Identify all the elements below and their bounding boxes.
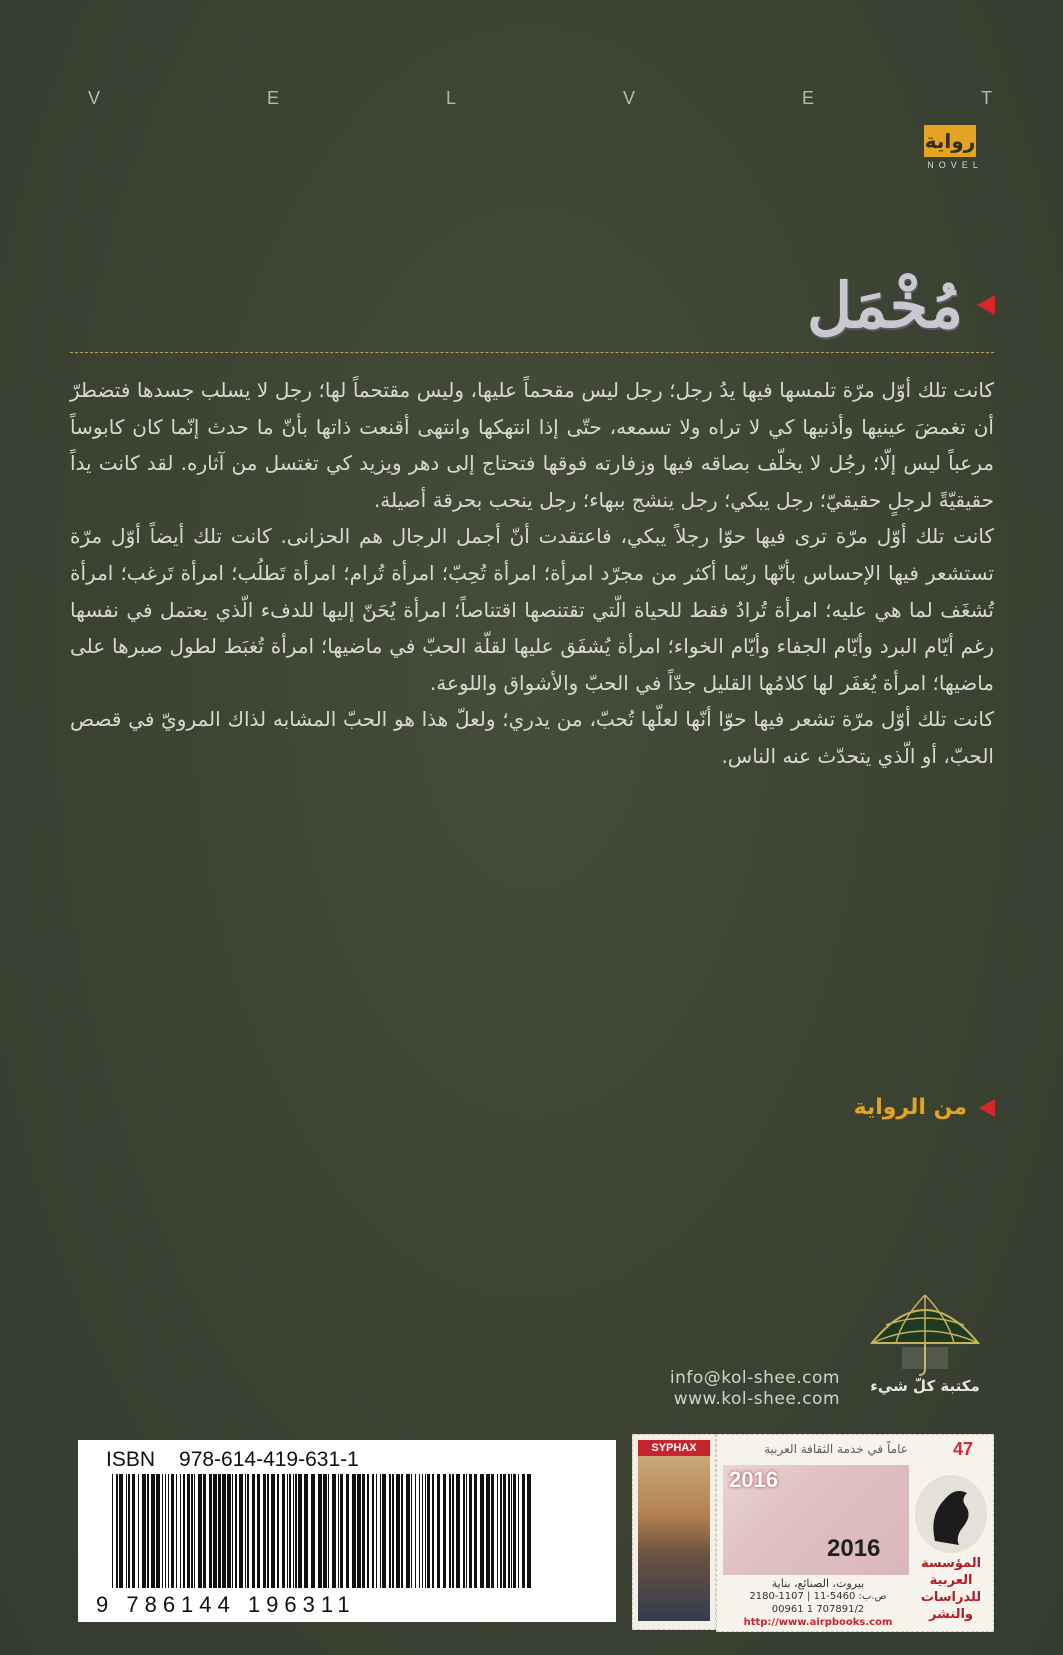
- barcode-bar: [245, 1474, 246, 1588]
- barcode-bar: [156, 1474, 160, 1588]
- series-letter: E: [267, 88, 282, 108]
- horse-emblem-icon: [915, 1475, 987, 1553]
- series-letter: V: [88, 88, 103, 108]
- barcode-bar: [198, 1474, 202, 1588]
- title-row: [807, 255, 995, 355]
- barcode-bar: [263, 1474, 266, 1588]
- barcode-bar: [203, 1474, 206, 1588]
- barcode-bar: [389, 1474, 391, 1588]
- barcode-bar: [209, 1474, 212, 1588]
- barcode-bar: [406, 1474, 410, 1588]
- barcode-bar: [427, 1474, 430, 1588]
- publisher-contact: [630, 1368, 840, 1410]
- barcode-bar: [218, 1474, 221, 1588]
- barcode-bar: [128, 1474, 130, 1588]
- stamps: [632, 1434, 992, 1630]
- barcode-bar: [247, 1474, 249, 1588]
- barcode-bar: [372, 1474, 374, 1588]
- barcode-bar: [469, 1474, 472, 1588]
- barcode-bar: [503, 1474, 506, 1588]
- from-novel-marker-icon: [979, 1099, 995, 1117]
- barcode-bar: [376, 1474, 377, 1588]
- barcode-bar: [346, 1474, 349, 1588]
- from-novel-label: من الرواية: [853, 1095, 967, 1120]
- publisher-logo: [862, 1285, 988, 1397]
- excerpt: [70, 372, 994, 775]
- barcode-bar: [449, 1474, 451, 1588]
- barcode-bar: [116, 1474, 118, 1588]
- series-name: [88, 88, 994, 109]
- barcode-bar: [151, 1474, 155, 1588]
- barcode-bar: [380, 1474, 381, 1588]
- barcode-icon: [106, 1474, 606, 1592]
- barcode-bar: [311, 1474, 315, 1588]
- globe-umbrella-icon: [862, 1285, 988, 1377]
- barcode-bar: [362, 1474, 365, 1588]
- barcode-bar: [119, 1474, 123, 1588]
- barcode-bar: [411, 1474, 412, 1588]
- title-divider: [70, 352, 994, 353]
- barcode-bar: [252, 1474, 255, 1588]
- barcode-bar: [222, 1474, 226, 1588]
- barcode-bar: [187, 1474, 190, 1588]
- barcode-bar: [168, 1474, 169, 1588]
- barcode-bar: [257, 1474, 260, 1588]
- isbn-line: [106, 1448, 606, 1472]
- barcode-bar: [277, 1474, 279, 1588]
- barcode-bar: [340, 1474, 343, 1588]
- barcode-bar: [466, 1474, 467, 1588]
- barcode-bar: [382, 1474, 386, 1588]
- barcode-bar: [352, 1474, 356, 1588]
- barcode-bar: [304, 1474, 308, 1588]
- imprint-logo: [918, 125, 990, 191]
- isbn-value: 978-614-419-631-1: [179, 1448, 359, 1471]
- publisher-website[interactable]: www.kol-shee.com: [673, 1389, 840, 1409]
- barcode-bar: [518, 1474, 519, 1588]
- barcode-bar: [508, 1474, 510, 1588]
- barcode-bar: [287, 1474, 288, 1588]
- excerpt-paragraph: كانت تلك أوّل مرّة تشعر فيها حوّا أنّها لعلّها تُحبّ، من يدري؛ ولعلّ هذا هو الحبّ المشابه لذاك المرويّ في قصص الحبّ، أو الّذي يتحدّث عنه الناس.: [70, 707, 994, 768]
- barcode-bar: [392, 1474, 394, 1588]
- barcode-bar: [235, 1474, 237, 1588]
- imprint-logo-arabic: رواية: [924, 125, 976, 157]
- excerpt-paragraph: كانت تلك أوّل مرّة تلمسها فيها يدُ رجل؛ رجل ليس مقحماً عليها، وليس مقتحماً لها؛ رجل لا يسلب جسدها فتضطرّ أن تغمضَ عينيها وأذنيها كي لا تراه ولا تسمعه، حتّى إذا انتهكها وانتهى أقنعت ذاتها بأنّ ما حدث إنّما كان كابوساً مرعباً ليس إلّا؛ رجُل لا يخلّف بصاقه فيها وزفارته فوقها فتحتاج إلى دهر ويزيد كي تغتسل من آثاره. لقد كانت يداً حقيقيّةً لرجلٍ حقيقيّ؛ رجل يبكي؛ رجل ينشج ببهاء؛ رجل ينحب بحرقة أصيلة.: [70, 378, 994, 512]
- barcode-bar: [171, 1474, 174, 1588]
- barcode-bar: [180, 1474, 181, 1588]
- barcode-bar: [480, 1474, 484, 1588]
- publisher-email[interactable]: info@kol-shee.com: [669, 1368, 840, 1388]
- barcode-bar: [367, 1474, 369, 1588]
- barcode-bar: [425, 1474, 426, 1588]
- title-marker-icon: [977, 295, 995, 315]
- barcode-bar: [443, 1474, 446, 1588]
- barcode-bar: [112, 1474, 113, 1588]
- series-letter: E: [802, 88, 817, 108]
- book-title: مُخْمَل: [806, 268, 963, 342]
- stamp-address: بيروت، الصنائع، بناية 2180-1107 | 11-5460 :ص.ب 00961 1 707891/2 http://www.airpbooks.com: [743, 1577, 893, 1628]
- barcode-bar: [162, 1474, 163, 1588]
- excerpt-paragraph: كانت تلك أوّل مرّة ترى فيها حوّا رجلاً يبكي، فاعتقدت أنّ أجمل الرجال هم الحزانى. كانت تلك أيضاً أوّل مرّة تستشعر فيها الإحساس بأنّها ربّما أكثر من مجرّد امرأة؛ امرأة تُحِبّ؛ امرأة تُرام؛ امرأة تَطلُب؛ امرأة تَرغب؛ امرأة تُشغَف لما هي عليه؛ امرأة تُرادُ فقط للحياة الّتي تقتنصها اقتناصاً؛ امرأة يُحَنّ إليها للدفء الّذي يعتمل في نفسها رغم أيّام البرد وأيّام الجفاء وأيّام الخواء؛ امرأة يُشفَق عليها لقلّة الحبّ في ماضيها؛ امرأة تُغبَط لطول صبرها على ماضيها؛ امرأة يُغفَر لها كلامُها القليل جدّاً في الحبّ والأشواق واللوعة.: [70, 524, 994, 695]
- barcode-bar: [401, 1474, 403, 1588]
- barcode-bar: [293, 1474, 294, 1588]
- barcode-bar: [396, 1474, 400, 1588]
- stamp-top-text: عاماً في خدمة الثقافة العربية: [764, 1442, 908, 1456]
- barcode-bar: [486, 1474, 490, 1588]
- barcode-bar: [267, 1474, 269, 1588]
- barcode-bar: [232, 1474, 233, 1588]
- series-letter: T: [981, 88, 994, 108]
- barcode-bar: [452, 1474, 454, 1588]
- barcode-bar: [282, 1474, 285, 1588]
- barcode-bar: [437, 1474, 440, 1588]
- isbn-label: ISBN: [106, 1448, 156, 1471]
- syphax-image: [638, 1456, 710, 1621]
- barcode-bar: [138, 1474, 139, 1588]
- barcode-digits: 9 786144 196311: [96, 1592, 356, 1617]
- barcode-bar: [295, 1474, 297, 1588]
- barcode-bar: [213, 1474, 217, 1588]
- series-letter: V: [623, 88, 638, 108]
- stamp-publisher-name: المؤسسة العربية للدراسات والنشر: [920, 1556, 982, 1622]
- barcode-bar: [432, 1474, 434, 1588]
- barcode-bar: [227, 1474, 231, 1588]
- barcode-bar: [415, 1474, 416, 1588]
- barcode-bar: [332, 1474, 336, 1588]
- barcode-bar: [328, 1474, 329, 1588]
- barcode-bar: [194, 1474, 195, 1588]
- barcode-bar: [474, 1474, 477, 1588]
- barcode-bar: [419, 1474, 420, 1588]
- stamp-year-large: 2016: [827, 1535, 881, 1562]
- barcode-bar: [239, 1474, 243, 1588]
- barcode-bar: [527, 1474, 531, 1588]
- barcode-bar: [463, 1474, 465, 1588]
- syphax-label: SYPHAX: [638, 1440, 710, 1456]
- barcode-bar: [191, 1474, 193, 1588]
- barcode-bar: [338, 1474, 339, 1588]
- publisher-name: مكتبة كلّ شيء: [870, 1377, 980, 1395]
- barcode-bar: [126, 1474, 127, 1588]
- barcode-bar: [522, 1474, 525, 1588]
- barcode-bar: [176, 1474, 177, 1588]
- barcode-bar: [298, 1474, 302, 1588]
- barcode-bar: [142, 1474, 146, 1588]
- barcode-bar: [323, 1474, 327, 1588]
- stamp-year: 2016: [729, 1467, 778, 1492]
- barcode-bar: [183, 1474, 185, 1588]
- barcode-bar: [422, 1474, 423, 1588]
- barcode-bar: [497, 1474, 498, 1588]
- from-novel: [854, 1095, 995, 1120]
- barcode-bar: [491, 1474, 494, 1588]
- barcode-bar: [357, 1474, 361, 1588]
- imprint-logo-english: NOVEL: [927, 160, 983, 170]
- barcode-bar: [165, 1474, 166, 1588]
- stamp-number: 47: [953, 1439, 974, 1459]
- isbn-barcode: [78, 1440, 616, 1622]
- series-letter: L: [446, 88, 459, 108]
- barcode-bar: [147, 1474, 149, 1588]
- barcode-bar: [132, 1474, 135, 1588]
- barcode-bar: [289, 1474, 291, 1588]
- barcode-bar: [456, 1474, 460, 1588]
- syphax-stamp: [632, 1434, 716, 1630]
- barcode-bar: [500, 1474, 502, 1588]
- barcode-bar: [513, 1474, 516, 1588]
- publisher-stamp: [716, 1434, 994, 1632]
- barcode-bar: [318, 1474, 322, 1588]
- barcode-bar: [271, 1474, 275, 1588]
- barcode-bar: [511, 1474, 512, 1588]
